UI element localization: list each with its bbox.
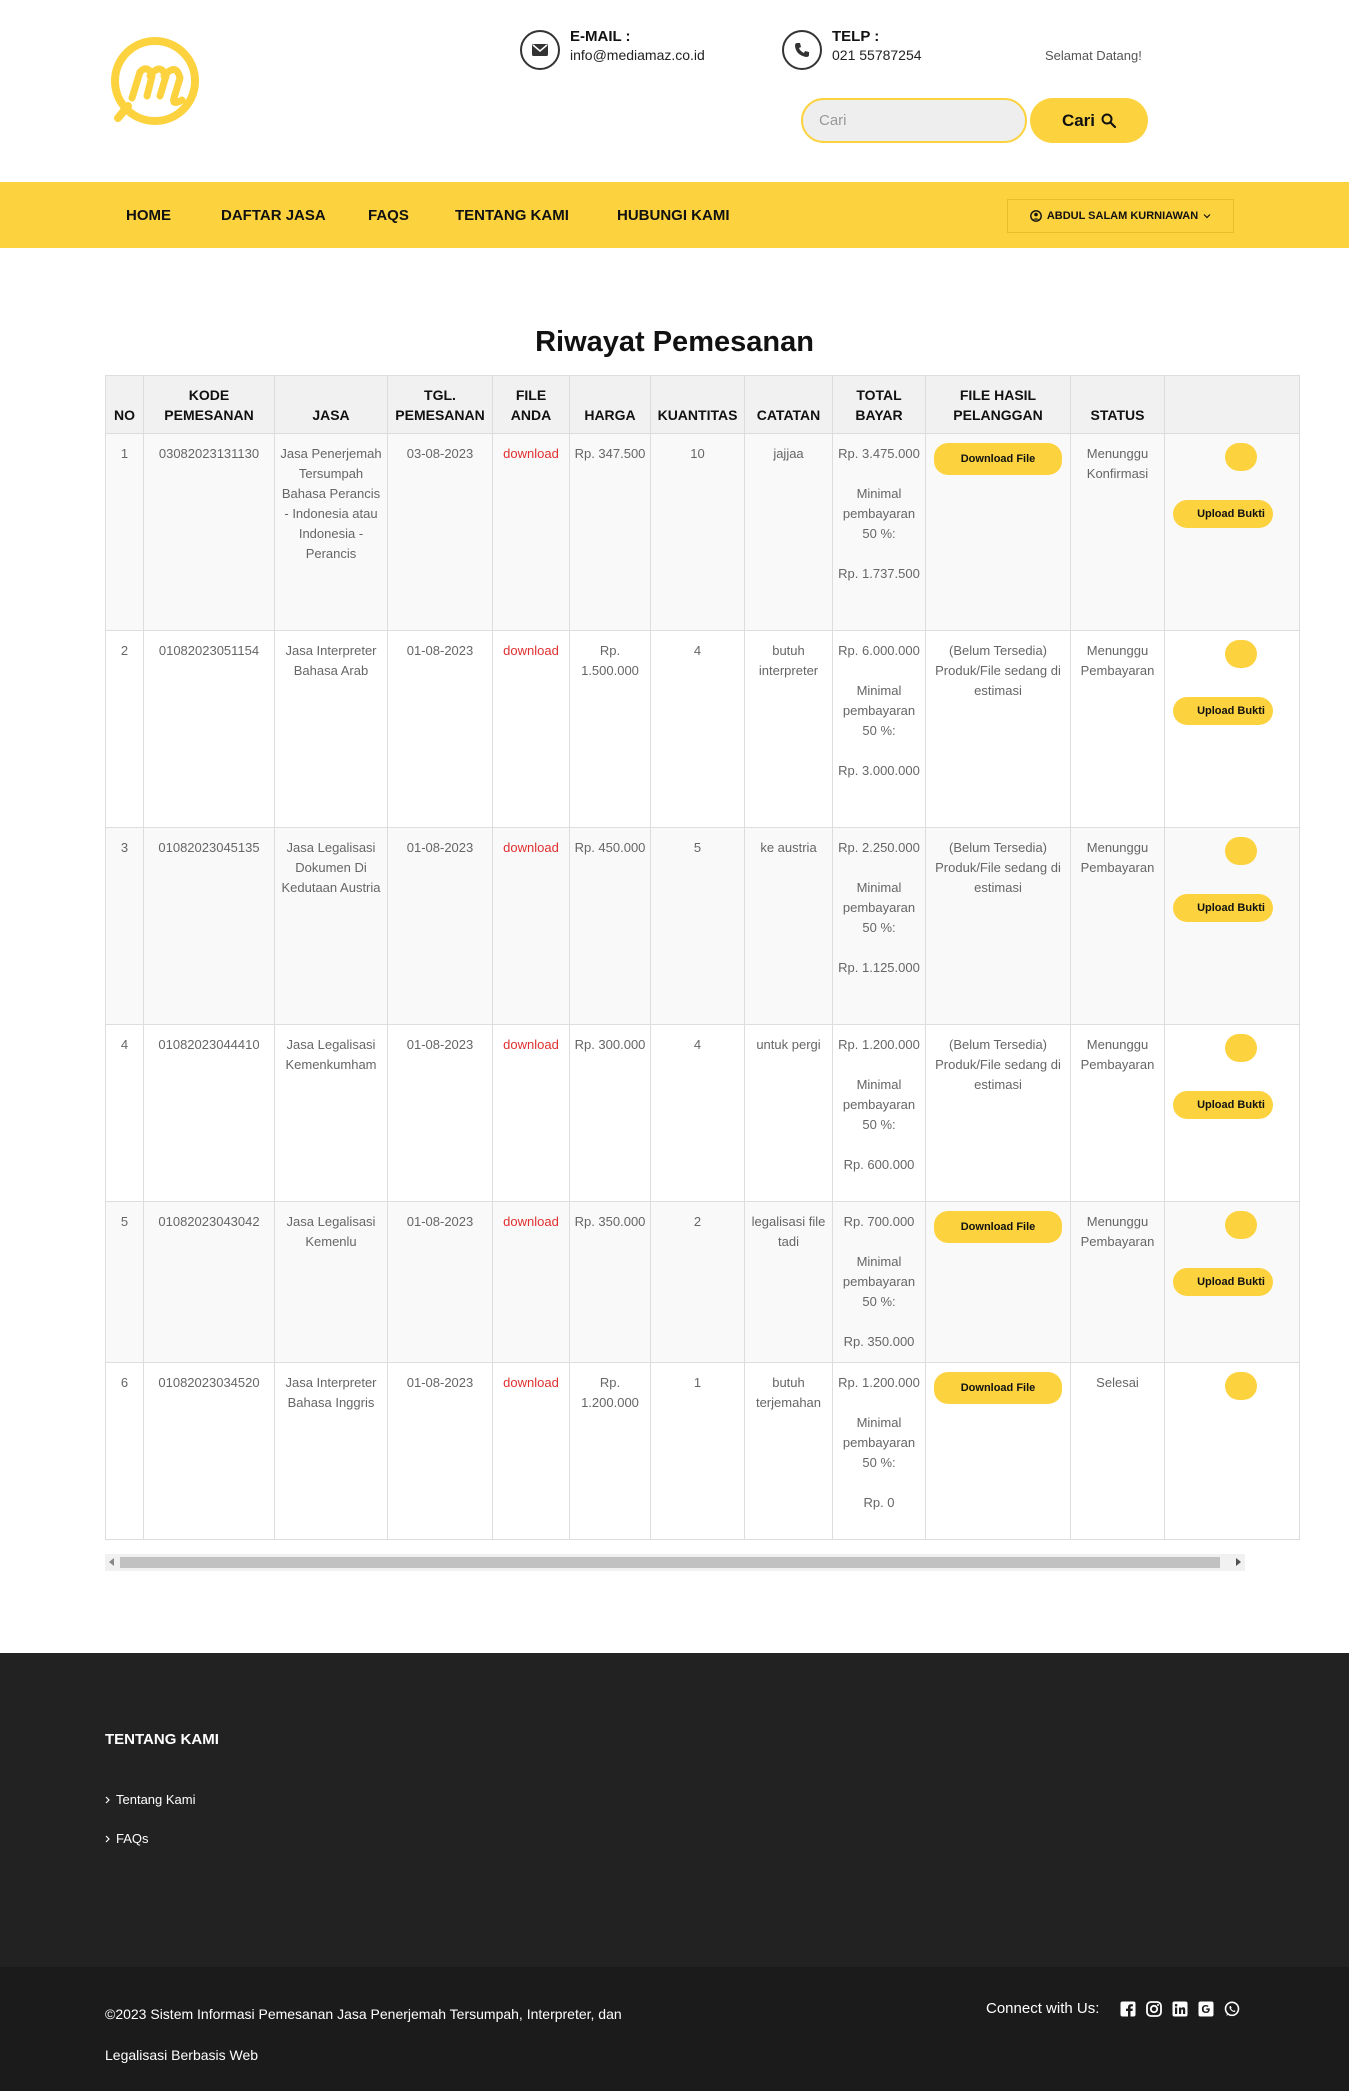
cell-no: 6 xyxy=(106,1363,144,1540)
footer-link-tentang-kami[interactable] xyxy=(105,1792,196,1807)
table-header-row xyxy=(106,376,1300,434)
action-button[interactable] xyxy=(1225,1034,1257,1062)
nav-tentang-kami[interactable]: TENTANG KAMI xyxy=(455,206,569,224)
download-link[interactable]: download xyxy=(503,1375,559,1390)
nav-hubungi-kami[interactable]: HUBUNGI KAMI xyxy=(617,206,730,224)
table-row xyxy=(106,434,1300,631)
search-icon xyxy=(1101,113,1116,128)
download-file-button[interactable]: Download File xyxy=(934,1211,1062,1243)
download-file-button[interactable]: Download File xyxy=(934,443,1062,475)
search-button-label: Cari xyxy=(1061,110,1096,130)
cell-total xyxy=(833,1202,926,1363)
cell-no: 5 xyxy=(106,1202,144,1363)
total-value: Rp. 2.250.000 xyxy=(838,840,920,855)
phone-contact xyxy=(782,28,922,70)
nav-daftar-jasa[interactable]: DAFTAR JASA xyxy=(221,206,326,224)
cell-jasa: Jasa Interpreter Bahasa Inggris xyxy=(275,1363,388,1540)
cell-harga: Rp. 350.000 xyxy=(570,1202,651,1363)
action-button[interactable] xyxy=(1225,640,1257,668)
search-input[interactable] xyxy=(801,98,1027,143)
cell-jasa: Jasa Legalisasi Kemenkumham xyxy=(275,1025,388,1202)
footer-link-label: Tentang Kami xyxy=(116,1792,196,1807)
minimal-label: Minimal pembayaran 50 %: xyxy=(842,1415,916,1470)
minimal-label: Minimal pembayaran 50 %: xyxy=(842,683,916,738)
minimal-label: Minimal pembayaran 50 %: xyxy=(842,486,916,541)
copyright-text: ©2023 Sistem Informasi Pemesanan Jasa Penerjemah Tersumpah, Interpreter, dan Legalisasi Berbasis Web xyxy=(105,2006,622,2063)
footer-link-label: FAQs xyxy=(116,1831,149,1846)
instagram-icon[interactable] xyxy=(1146,2001,1162,2017)
cell-status: Menunggu Konfirmasi xyxy=(1071,434,1165,631)
chevron-right-icon xyxy=(105,1835,110,1843)
facebook-icon[interactable] xyxy=(1120,2001,1136,2017)
col-header-total: TOTAL BAYAR xyxy=(833,376,926,434)
order-history-table xyxy=(105,375,1300,1540)
scroll-right-arrow-icon[interactable] xyxy=(1236,1558,1241,1566)
total-value: Rp. 6.000.000 xyxy=(838,643,920,658)
cell-catatan: jajjaa xyxy=(745,434,833,631)
col-header-status: STATUS xyxy=(1071,376,1165,434)
cell-jasa: Jasa Legalisasi Dokumen Di Kedutaan Austria xyxy=(275,828,388,1025)
minimal-label: Minimal pembayaran 50 %: xyxy=(842,1254,916,1309)
table-row xyxy=(106,631,1300,828)
col-header-catatan: CATATAN xyxy=(745,376,833,434)
email-contact xyxy=(520,28,705,70)
total-value: Rp. 1.200.000 xyxy=(838,1375,920,1390)
upload-bukti-button[interactable]: Upload Bukti xyxy=(1173,697,1273,725)
site-logo[interactable] xyxy=(110,36,200,126)
cell-kuantitas: 4 xyxy=(651,1025,745,1202)
cell-kode: 03082023131130 xyxy=(144,434,275,631)
envelope-icon xyxy=(520,30,560,70)
action-button[interactable] xyxy=(1225,1372,1257,1400)
user-circle-icon xyxy=(1030,210,1042,222)
scrollbar-thumb[interactable] xyxy=(120,1557,1220,1568)
footer-heading: TENTANG KAMI xyxy=(105,1731,219,1748)
cell-harga: Rp. 300.000 xyxy=(570,1025,651,1202)
cell-total xyxy=(833,1025,926,1202)
chevron-down-icon xyxy=(1203,213,1211,219)
col-header-tgl: TGL. PEMESANAN xyxy=(388,376,493,434)
download-link[interactable]: download xyxy=(503,1037,559,1052)
cell-catatan: untuk pergi xyxy=(745,1025,833,1202)
cell-jasa: Jasa Legalisasi Kemenlu xyxy=(275,1202,388,1363)
cell-harga: Rp. 347.500 xyxy=(570,434,651,631)
cell-total xyxy=(833,434,926,631)
action-button[interactable] xyxy=(1225,1211,1257,1239)
cell-catatan: butuh interpreter xyxy=(745,631,833,828)
scroll-left-arrow-icon[interactable] xyxy=(109,1558,114,1566)
order-history-table-wrapper xyxy=(105,375,1265,1535)
cell-file-hasil: (Belum Tersedia) Produk/File sedang di estimasi xyxy=(926,1025,1071,1202)
upload-bukti-button[interactable]: Upload Bukti xyxy=(1173,1091,1273,1119)
action-button[interactable] xyxy=(1225,837,1257,865)
cell-harga: Rp. 1.500.000 xyxy=(570,631,651,828)
cell-kode: 01082023051154 xyxy=(144,631,275,828)
horizontal-scrollbar[interactable] xyxy=(105,1554,1245,1571)
cell-tgl: 01-08-2023 xyxy=(388,1025,493,1202)
cell-tgl: 03-08-2023 xyxy=(388,434,493,631)
email-title: E-MAIL : xyxy=(570,28,631,45)
footer-link-faqs[interactable] xyxy=(105,1831,149,1846)
cell-kuantitas: 1 xyxy=(651,1363,745,1540)
action-button[interactable] xyxy=(1225,443,1257,471)
linkedin-icon[interactable] xyxy=(1172,2001,1188,2017)
cell-tgl: 01-08-2023 xyxy=(388,828,493,1025)
cell-no: 1 xyxy=(106,434,144,631)
cell-no: 2 xyxy=(106,631,144,828)
footer xyxy=(0,1653,1349,1967)
phone-title: TELP : xyxy=(832,28,880,45)
welcome-text: Selamat Datang! xyxy=(1045,48,1142,63)
cell-harga: Rp. 450.000 xyxy=(570,828,651,1025)
upload-bukti-button[interactable]: Upload Bukti xyxy=(1173,894,1273,922)
minimal-value: Rp. 1.737.500 xyxy=(838,566,920,581)
cell-no: 3 xyxy=(106,828,144,1025)
cell-status: Menunggu Pembayaran xyxy=(1071,631,1165,828)
cell-kuantitas: 5 xyxy=(651,828,745,1025)
cell-kode: 01082023045135 xyxy=(144,828,275,1025)
cell-total xyxy=(833,828,926,1025)
col-header-jasa: JASA xyxy=(275,376,388,434)
cell-kuantitas: 10 xyxy=(651,434,745,631)
table-row xyxy=(106,1025,1300,1202)
minimal-value: Rp. 1.125.000 xyxy=(838,960,920,975)
minimal-value: Rp. 0 xyxy=(863,1495,895,1510)
table-row xyxy=(106,1202,1300,1363)
chevron-right-icon xyxy=(105,1796,110,1804)
upload-bukti-button[interactable]: Upload Bukti xyxy=(1173,1268,1273,1296)
email-value[interactable]: info@mediamaz.co.id xyxy=(570,47,705,63)
total-value: Rp. 1.200.000 xyxy=(838,1037,920,1052)
download-link[interactable]: download xyxy=(503,1214,559,1229)
minimal-label: Minimal pembayaran 50 %: xyxy=(842,1077,916,1132)
cell-tgl: 01-08-2023 xyxy=(388,1202,493,1363)
connect-label: Connect with Us: xyxy=(986,2000,1100,2017)
nav-faqs[interactable]: FAQS xyxy=(368,206,409,224)
cell-catatan: legalisasi file tadi xyxy=(745,1202,833,1363)
cell-status: Menunggu Pembayaran xyxy=(1071,1202,1165,1363)
cell-status: Selesai xyxy=(1071,1363,1165,1540)
google-plus-icon[interactable] xyxy=(1198,2001,1214,2017)
cell-no: 4 xyxy=(106,1025,144,1202)
cell-catatan: ke austria xyxy=(745,828,833,1025)
download-file-button[interactable]: Download File xyxy=(934,1372,1062,1404)
total-value: Rp. 3.475.000 xyxy=(838,446,920,461)
user-name: ABDUL SALAM KURNIAWAN xyxy=(1046,210,1199,222)
nav-home[interactable]: HOME xyxy=(126,206,171,224)
total-value: Rp. 700.000 xyxy=(843,1214,915,1229)
download-link[interactable]: download xyxy=(503,643,559,658)
col-header-kode: KODE PEMESANAN xyxy=(144,376,275,434)
phone-icon xyxy=(782,30,822,70)
whatsapp-icon[interactable] xyxy=(1224,2001,1240,2017)
cell-total xyxy=(833,1363,926,1540)
cell-catatan: butuh terjemahan xyxy=(745,1363,833,1540)
minimal-value: Rp. 350.000 xyxy=(843,1334,915,1349)
col-header-harga: HARGA xyxy=(570,376,651,434)
phone-value[interactable]: 021 55787254 xyxy=(832,47,922,63)
col-header-aksi xyxy=(1165,376,1300,434)
cell-status: Menunggu Pembayaran xyxy=(1071,1025,1165,1202)
minimal-value: Rp. 3.000.000 xyxy=(838,763,920,778)
search-button[interactable] xyxy=(1030,98,1148,143)
cell-kode: 01082023044410 xyxy=(144,1025,275,1202)
download-link[interactable]: download xyxy=(503,840,559,855)
cell-jasa: Jasa Penerjemah Tersumpah Bahasa Perancis - Indonesia atau Indonesia - Perancis xyxy=(275,434,388,631)
col-header-no: NO xyxy=(106,376,144,434)
cell-harga: Rp. 1.200.000 xyxy=(570,1363,651,1540)
upload-bukti-button[interactable]: Upload Bukti xyxy=(1173,500,1273,528)
user-menu-button[interactable] xyxy=(1007,199,1234,233)
cell-kode: 01082023043042 xyxy=(144,1202,275,1363)
cell-tgl: 01-08-2023 xyxy=(388,1363,493,1540)
cell-total xyxy=(833,631,926,828)
download-link[interactable]: download xyxy=(503,446,559,461)
cell-kode: 01082023034520 xyxy=(144,1363,275,1540)
cell-file-hasil: (Belum Tersedia) Produk/File sedang di estimasi xyxy=(926,828,1071,1025)
cell-file-hasil: (Belum Tersedia) Produk/File sedang di estimasi xyxy=(926,631,1071,828)
table-row xyxy=(106,828,1300,1025)
page-title: Riwayat Pemesanan xyxy=(535,326,814,358)
table-row xyxy=(106,1363,1300,1540)
cell-jasa: Jasa Interpreter Bahasa Arab xyxy=(275,631,388,828)
cell-status: Menunggu Pembayaran xyxy=(1071,828,1165,1025)
cell-kuantitas: 4 xyxy=(651,631,745,828)
cell-kuantitas: 2 xyxy=(651,1202,745,1363)
col-header-file-hasil: FILE HASIL PELANGGAN xyxy=(926,376,1071,434)
minimal-label: Minimal pembayaran 50 %: xyxy=(842,880,916,935)
col-header-kuantitas: KUANTITAS xyxy=(651,376,745,434)
cell-tgl: 01-08-2023 xyxy=(388,631,493,828)
minimal-value: Rp. 600.000 xyxy=(843,1157,915,1172)
col-header-file: FILE ANDA xyxy=(493,376,570,434)
